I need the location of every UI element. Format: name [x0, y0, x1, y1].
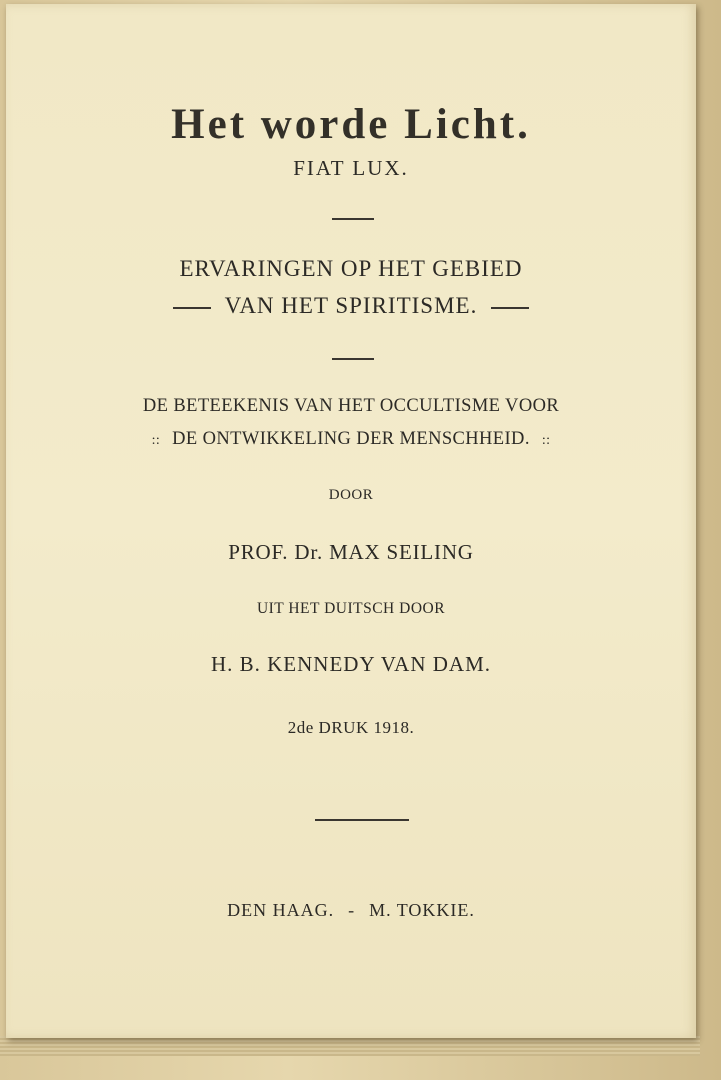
- page-stack-edge: [0, 1036, 700, 1056]
- dash-left: [173, 307, 211, 309]
- publisher-name: M. TOKKIE.: [369, 900, 475, 920]
- by-label: DOOR: [328, 487, 374, 503]
- book-subtitle: FIAT LUX.: [293, 156, 409, 180]
- occultism-line-2-text: DE ONTWIKKELING DER MENSCHHEID.: [172, 429, 530, 449]
- publisher-city: DEN HAAG.: [227, 900, 335, 920]
- divider-rule-3: [315, 819, 409, 821]
- publisher-line: [6, 900, 696, 921]
- experiences-line-1: ERVARINGEN OP HET GEBIED: [179, 256, 523, 281]
- divider-rule-2: [332, 358, 374, 360]
- divider-rule-1: [332, 218, 374, 220]
- translator-name: H. B. KENNEDY VAN DAM.: [210, 652, 492, 676]
- dash-right: [491, 307, 529, 309]
- book-title: Het worde Licht.: [171, 101, 531, 148]
- title-page: [6, 4, 696, 1038]
- experiences-line-2-text: VAN HET SPIRITISME.: [224, 293, 478, 318]
- translated-by-label: UIT HET DUITSCH DOOR: [256, 600, 446, 617]
- occultism-line-1: DE BETEEKENIS VAN HET OCCULTISME VOOR: [142, 396, 560, 416]
- edition-info: 2de DRUK 1918.: [287, 718, 415, 737]
- publisher-separator: -: [348, 900, 356, 920]
- ornament-left: ::: [151, 433, 161, 448]
- experiences-line-2: [6, 293, 696, 319]
- author-name: PROF. Dr. MAX SEILING: [228, 540, 474, 564]
- occultism-line-2: [6, 429, 696, 450]
- ornament-right: ::: [541, 433, 551, 448]
